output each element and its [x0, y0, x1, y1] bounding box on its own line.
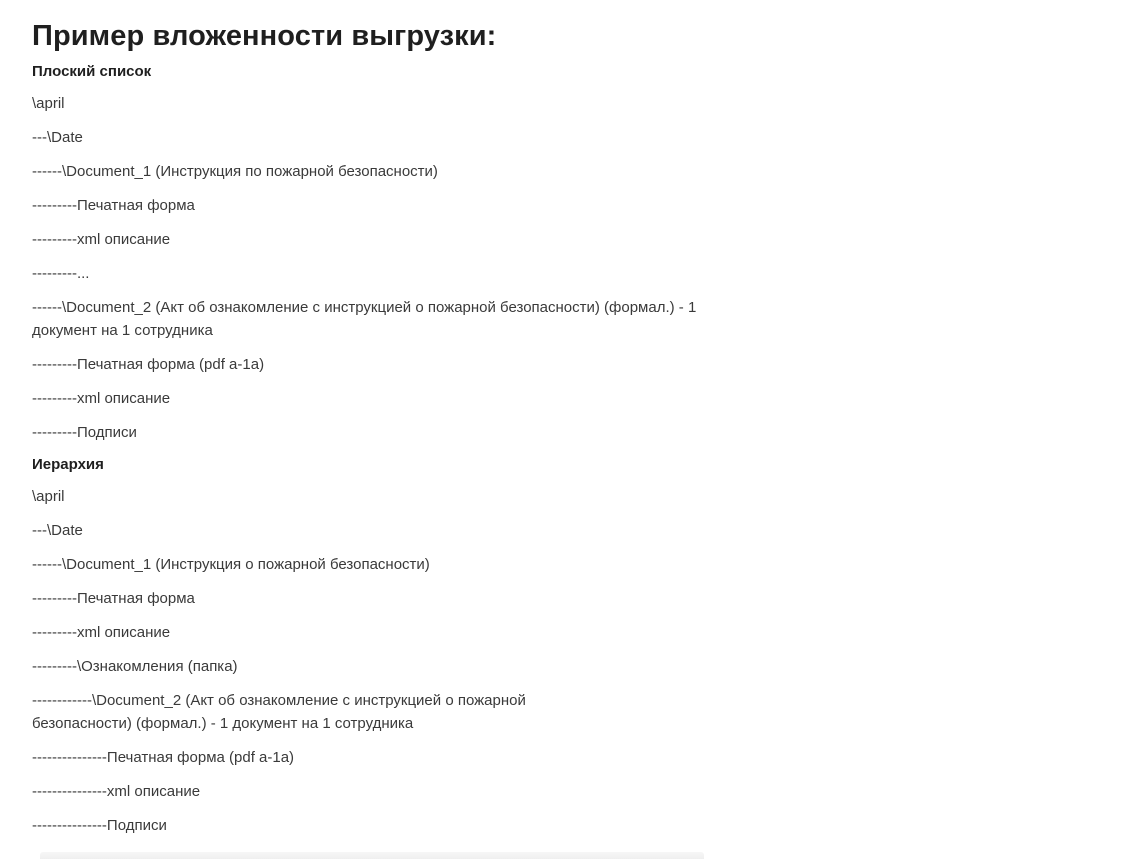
tree-line: ---------------xml описание	[32, 783, 201, 800]
tree-line: ---------Печатная форма	[32, 197, 195, 214]
tree-line: ---------xml описание	[32, 231, 171, 248]
tree-line: ---------------Подписи	[32, 817, 167, 834]
tree-line: ---------------Печатная форма (pdf a-1a)	[32, 749, 295, 766]
section-heading-hierarchy: Иерархия	[32, 456, 104, 473]
tree-line: ---------xml описание	[32, 390, 171, 407]
tree-line: ---------Печатная форма	[32, 590, 195, 607]
page-title: Пример вложенности выгрузки:	[32, 20, 497, 52]
tree-line: \april	[32, 488, 65, 505]
tree-line: ---------Подписи	[32, 424, 137, 441]
tree-line: ------\Document_1 (Инструкция по пожарной безопасности)	[32, 163, 438, 180]
tree-line: ---------\Ознакомления (папка)	[32, 658, 238, 675]
tree-line: ------------\Document_2 (Акт об ознакомление с инструкцией о пожарной безопасности) (формал.) - 1 документ на 1 сотрудника	[32, 692, 526, 732]
next-block-edge	[40, 852, 704, 859]
tree-line: ------\Document_2 (Акт об ознакомление с инструкцией о пожарной безопасности) (формал.) - 1 документ на 1 сотрудника	[32, 299, 697, 339]
tree-line: ---------...	[32, 265, 90, 282]
tree-line: \april	[32, 95, 65, 112]
document-content	[32, 0, 712, 837]
tree-line: ------\Document_1 (Инструкция о пожарной безопасности)	[32, 556, 430, 573]
tree-line: ---\Date	[32, 522, 83, 539]
section-heading-flat-list: Плоский список	[32, 63, 152, 80]
tree-line: ---------xml описание	[32, 624, 171, 641]
tree-line: ---\Date	[32, 129, 83, 146]
tree-line: ---------Печатная форма (pdf a-1a)	[32, 356, 265, 373]
